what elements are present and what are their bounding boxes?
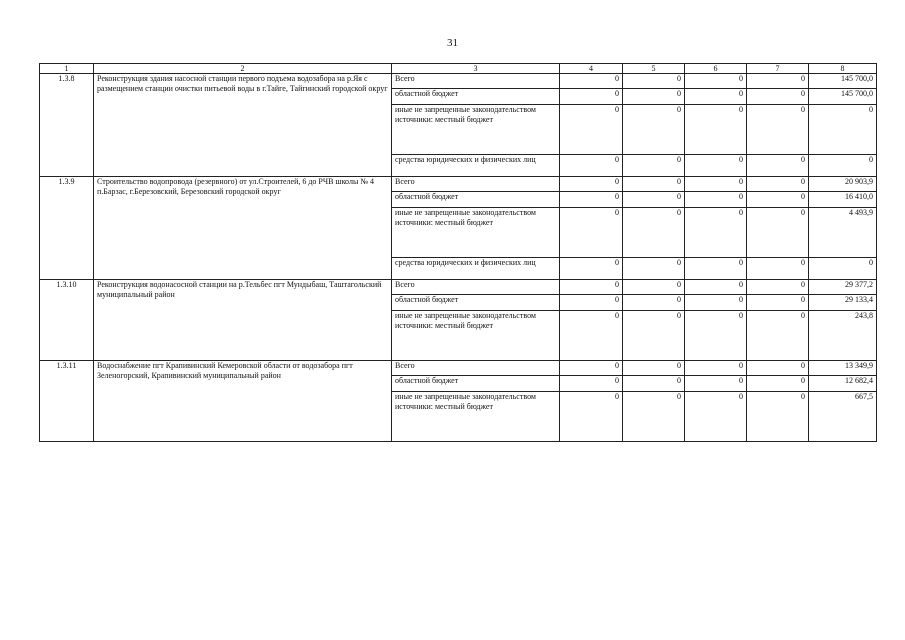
amount-cell: 0	[560, 89, 623, 105]
measure-name: Реконструкция здания насосной станции первого подъема водозабора на р.Яя с размещением станции очистки питьевой воды в г.Тайге, Тайгинский городской округ	[94, 74, 392, 177]
amount-cell: 0	[685, 177, 747, 192]
table-row	[40, 361, 877, 376]
amount-cell: 0	[747, 258, 809, 280]
amount-cell: 0	[623, 89, 685, 105]
amount-cell: 0	[685, 155, 747, 177]
amount-cell: 0	[560, 295, 623, 311]
column-header: 7	[747, 64, 809, 74]
amount-cell: 0	[809, 155, 877, 177]
measure-name: Строительство водопровода (резервного) от ул.Строителей, 6 до РЧВ школы № 4 п.Барзас, г.Березовский, Березовский городской округ	[94, 177, 392, 280]
amount-cell: 0	[809, 105, 877, 155]
funding-source: Всего	[392, 280, 560, 295]
amount-cell: 0	[560, 392, 623, 442]
amount-cell: 0	[747, 89, 809, 105]
amount-cell: 0	[685, 280, 747, 295]
table-row	[40, 280, 877, 295]
amount-cell: 29 377,2	[809, 280, 877, 295]
table-body	[40, 74, 877, 442]
funding-source: областной бюджет	[392, 376, 560, 392]
financing-table	[39, 63, 877, 442]
amount-cell: 0	[685, 89, 747, 105]
column-header: 3	[392, 64, 560, 74]
amount-cell: 0	[560, 311, 623, 361]
amount-cell: 0	[747, 177, 809, 192]
funding-source: иные не запрещенные законодательством источники: местный бюджет	[392, 311, 560, 361]
column-header: 6	[685, 64, 747, 74]
amount-cell: 0	[623, 177, 685, 192]
amount-cell: 4 493,9	[809, 208, 877, 258]
column-header: 1	[40, 64, 94, 74]
measure-code: 1.3.9	[40, 177, 94, 280]
amount-cell: 0	[685, 192, 747, 208]
column-number-row	[40, 64, 877, 74]
measure-name: Водоснабжение пгт Крапивинский Кемеровской области от водозабора пгт Зеленогорский, Крапивинский муниципальный район	[94, 361, 392, 442]
amount-cell: 667,5	[809, 392, 877, 442]
funding-source: иные не запрещенные законодательством источники: местный бюджет	[392, 105, 560, 155]
amount-cell: 0	[747, 295, 809, 311]
amount-cell: 0	[685, 208, 747, 258]
amount-cell: 0	[560, 208, 623, 258]
funding-source: областной бюджет	[392, 295, 560, 311]
measure-code: 1.3.11	[40, 361, 94, 442]
column-header: 8	[809, 64, 877, 74]
amount-cell: 0	[560, 258, 623, 280]
amount-cell: 0	[623, 105, 685, 155]
amount-cell: 0	[623, 295, 685, 311]
amount-cell: 0	[685, 105, 747, 155]
amount-cell: 0	[560, 155, 623, 177]
amount-cell: 0	[623, 376, 685, 392]
amount-cell: 0	[623, 192, 685, 208]
amount-cell: 0	[623, 392, 685, 442]
amount-cell: 0	[623, 361, 685, 376]
amount-cell: 20 903,9	[809, 177, 877, 192]
amount-cell: 0	[560, 177, 623, 192]
amount-cell: 0	[685, 295, 747, 311]
amount-cell: 0	[560, 192, 623, 208]
table-row	[40, 177, 877, 192]
column-header: 4	[560, 64, 623, 74]
amount-cell: 145 700,0	[809, 89, 877, 105]
measure-code: 1.3.8	[40, 74, 94, 177]
funding-source: иные не запрещенные законодательством источники: местный бюджет	[392, 208, 560, 258]
page-number: 31	[447, 37, 458, 49]
amount-cell: 0	[685, 392, 747, 442]
amount-cell: 16 410,0	[809, 192, 877, 208]
amount-cell: 0	[747, 192, 809, 208]
amount-cell: 0	[623, 311, 685, 361]
amount-cell: 243,8	[809, 311, 877, 361]
amount-cell: 0	[747, 280, 809, 295]
table-row	[40, 74, 877, 89]
amount-cell: 0	[560, 74, 623, 89]
amount-cell: 0	[809, 258, 877, 280]
measure-code: 1.3.10	[40, 280, 94, 361]
funding-source: иные не запрещенные законодательством источники: местный бюджет	[392, 392, 560, 442]
amount-cell: 13 349,9	[809, 361, 877, 376]
amount-cell: 0	[623, 208, 685, 258]
amount-cell: 0	[623, 74, 685, 89]
amount-cell: 0	[747, 392, 809, 442]
funding-source: областной бюджет	[392, 89, 560, 105]
amount-cell: 0	[560, 361, 623, 376]
column-header: 2	[94, 64, 392, 74]
amount-cell: 0	[747, 208, 809, 258]
amount-cell: 0	[623, 280, 685, 295]
amount-cell: 0	[560, 280, 623, 295]
funding-source: средства юридических и физических лиц	[392, 258, 560, 280]
funding-source: средства юридических и физических лиц	[392, 155, 560, 177]
funding-source: Всего	[392, 74, 560, 89]
amount-cell: 0	[623, 155, 685, 177]
amount-cell: 0	[747, 105, 809, 155]
amount-cell: 0	[747, 361, 809, 376]
amount-cell: 145 700,0	[809, 74, 877, 89]
amount-cell: 0	[685, 311, 747, 361]
amount-cell: 0	[685, 361, 747, 376]
measure-name: Реконструкция водонасосной станции на р.Тельбес пгт Мундыбаш, Таштагольский муниципальный район	[94, 280, 392, 361]
amount-cell: 0	[560, 376, 623, 392]
amount-cell: 29 133,4	[809, 295, 877, 311]
amount-cell: 0	[685, 376, 747, 392]
amount-cell: 0	[747, 376, 809, 392]
amount-cell: 12 682,4	[809, 376, 877, 392]
funding-source: областной бюджет	[392, 192, 560, 208]
amount-cell: 0	[685, 258, 747, 280]
amount-cell: 0	[560, 105, 623, 155]
amount-cell: 0	[747, 311, 809, 361]
column-header: 5	[623, 64, 685, 74]
funding-source: Всего	[392, 177, 560, 192]
amount-cell: 0	[623, 258, 685, 280]
amount-cell: 0	[685, 74, 747, 89]
funding-source: Всего	[392, 361, 560, 376]
amount-cell: 0	[747, 74, 809, 89]
amount-cell: 0	[747, 155, 809, 177]
